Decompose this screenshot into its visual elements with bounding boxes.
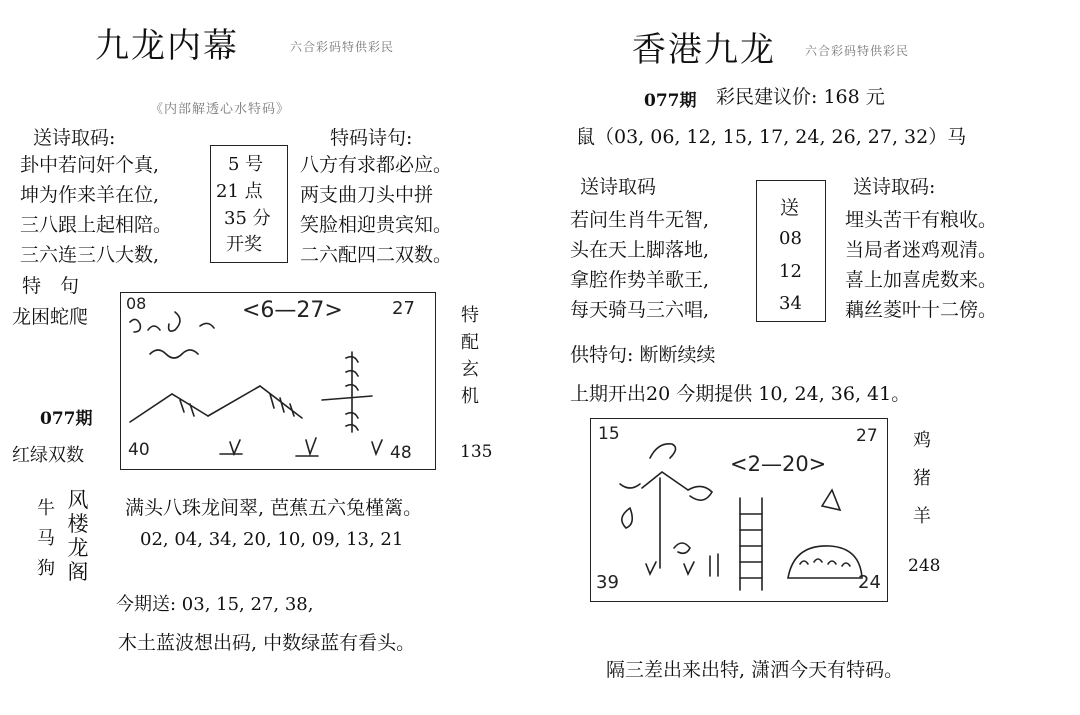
right-poem-left bbox=[570, 205, 709, 325]
right-title-note: 六合彩码特供彩民 bbox=[805, 44, 910, 58]
poem-line: 两支曲刀头中拼 bbox=[300, 184, 434, 206]
left-subtitle: 《内部解透心水特码》 bbox=[150, 102, 291, 117]
left-side-number: 135 bbox=[460, 442, 493, 462]
right-box-line: 08 bbox=[779, 228, 802, 249]
left-poem-header-left: 送诗取码: bbox=[33, 127, 116, 149]
left-special-phrase: 龙困蛇爬 bbox=[12, 306, 89, 328]
poem-line: 三八跟上起相陪。 bbox=[20, 214, 173, 236]
poem-line: 头在天上脚落地, bbox=[570, 239, 710, 261]
tower-char: 龙 bbox=[67, 536, 89, 560]
left-today-send: 今期送: 03, 15, 27, 38, bbox=[116, 594, 314, 615]
left-red-green: 红绿双数 bbox=[12, 445, 84, 466]
left-box-line: 5 号 bbox=[228, 154, 264, 175]
left-side-vertical bbox=[458, 302, 482, 410]
tower-char: 楼 bbox=[67, 512, 89, 536]
side-char: 玄 bbox=[461, 359, 479, 380]
right-box-line: 34 bbox=[779, 293, 802, 314]
left-special-label: 特 句 bbox=[22, 275, 80, 297]
right-shu-line: 鼠（03, 06, 12, 15, 17, 24, 26, 27, 32）马 bbox=[576, 126, 967, 148]
poem-line: 若问生肖牛无智, bbox=[570, 209, 710, 231]
tower-char: 风 bbox=[67, 488, 89, 512]
poem-line: 八方有求都必应。 bbox=[300, 154, 453, 176]
left-drawing-num-bottom: 40 bbox=[128, 440, 150, 460]
left-numbers: 02, 04, 34, 20, 10, 09, 13, 21 bbox=[140, 529, 404, 550]
left-box-line: 35 分 bbox=[224, 208, 271, 229]
left-poem-left bbox=[20, 150, 172, 270]
right-side-number: 248 bbox=[908, 556, 941, 576]
side-char: 鸡 bbox=[913, 430, 931, 451]
left-tower-column-1 bbox=[66, 488, 90, 536]
left-title-note: 六合彩码特供彩民 bbox=[290, 40, 395, 54]
right-price: 彩民建议价: 168 元 bbox=[716, 86, 885, 108]
left-tower-column-2 bbox=[66, 536, 90, 584]
left-drawing-num-topleft: 08 bbox=[126, 294, 147, 313]
right-poem-header-left: 送诗取码 bbox=[580, 176, 657, 198]
right-drawing-num-bottomleft: 39 bbox=[596, 572, 619, 593]
left-box-line: 开奖 bbox=[226, 234, 262, 255]
right-drawing-num-bottomright: 24 bbox=[858, 572, 881, 593]
poem-line: 二六配四二双数。 bbox=[300, 244, 453, 266]
left-drawing-range: <6—27> bbox=[242, 298, 343, 323]
poem-line: 坤为作来羊在位, bbox=[20, 184, 160, 206]
right-drawing-sketch bbox=[590, 418, 886, 600]
zodiac-char: 马 bbox=[37, 528, 55, 549]
side-char: 猪 bbox=[913, 468, 931, 489]
poem-line: 拿腔作势羊歌王, bbox=[570, 269, 710, 291]
right-issue: 077期 bbox=[644, 91, 697, 111]
poem-line: 当局者迷鸡观清。 bbox=[845, 239, 998, 261]
right-box-line: 12 bbox=[779, 261, 802, 282]
left-zodiac-column bbox=[34, 494, 58, 584]
left-drawing-num-bottom: 48 bbox=[390, 443, 412, 463]
side-char: 机 bbox=[461, 386, 479, 407]
left-drawing-num-topright: 27 bbox=[392, 298, 415, 319]
left-issue: 077期 bbox=[40, 409, 93, 429]
right-title: 香港九龙 bbox=[632, 30, 776, 70]
right-drawing-num-topleft: 15 bbox=[598, 424, 620, 444]
right-drawing-num-topright: 27 bbox=[856, 426, 878, 446]
zodiac-char: 狗 bbox=[37, 558, 55, 579]
left-box-line: 21 点 bbox=[216, 181, 263, 202]
right-box-line: 送 bbox=[780, 197, 800, 219]
right-special: 供特句: 断断续续 bbox=[570, 344, 716, 366]
side-char: 特 bbox=[461, 305, 479, 326]
right-poem-right bbox=[845, 205, 997, 325]
right-drawing-range: <2—20> bbox=[730, 452, 827, 476]
poem-line: 每天骑马三六唱, bbox=[570, 299, 710, 321]
poem-line: 卦中若问奸个真, bbox=[20, 154, 160, 176]
left-drawing-sketch bbox=[120, 292, 434, 468]
right-last-period: 上期开出20 今期提供 10, 24, 36, 41。 bbox=[570, 383, 911, 405]
right-closing: 隔三差出来出特, 潇洒今天有特码。 bbox=[606, 659, 904, 681]
poem-line: 埋头苦干有粮收。 bbox=[845, 209, 998, 231]
left-title: 九龙内幕 bbox=[95, 26, 239, 66]
poem-line: 笑脸相迎贵宾知。 bbox=[300, 214, 453, 236]
zodiac-char: 牛 bbox=[37, 498, 55, 519]
left-poem-header-right: 特码诗句: bbox=[330, 127, 413, 149]
poem-line: 藕丝菱叶十二傍。 bbox=[845, 299, 998, 321]
tower-char: 阁 bbox=[67, 560, 89, 584]
left-verse: 满头八珠龙间翠, 芭蕉五六兔槿篱。 bbox=[125, 497, 423, 519]
left-closing: 木土蓝波想出码, 中数绿蓝有看头。 bbox=[118, 632, 416, 654]
right-poem-header-right: 送诗取码: bbox=[853, 176, 936, 198]
left-poem-right bbox=[300, 150, 452, 270]
side-char: 配 bbox=[461, 332, 479, 353]
side-char: 羊 bbox=[913, 506, 931, 527]
poem-line: 喜上加喜虎数来。 bbox=[845, 269, 998, 291]
right-side-vertical bbox=[910, 422, 934, 536]
poem-line: 三六连三八大数, bbox=[20, 244, 160, 266]
